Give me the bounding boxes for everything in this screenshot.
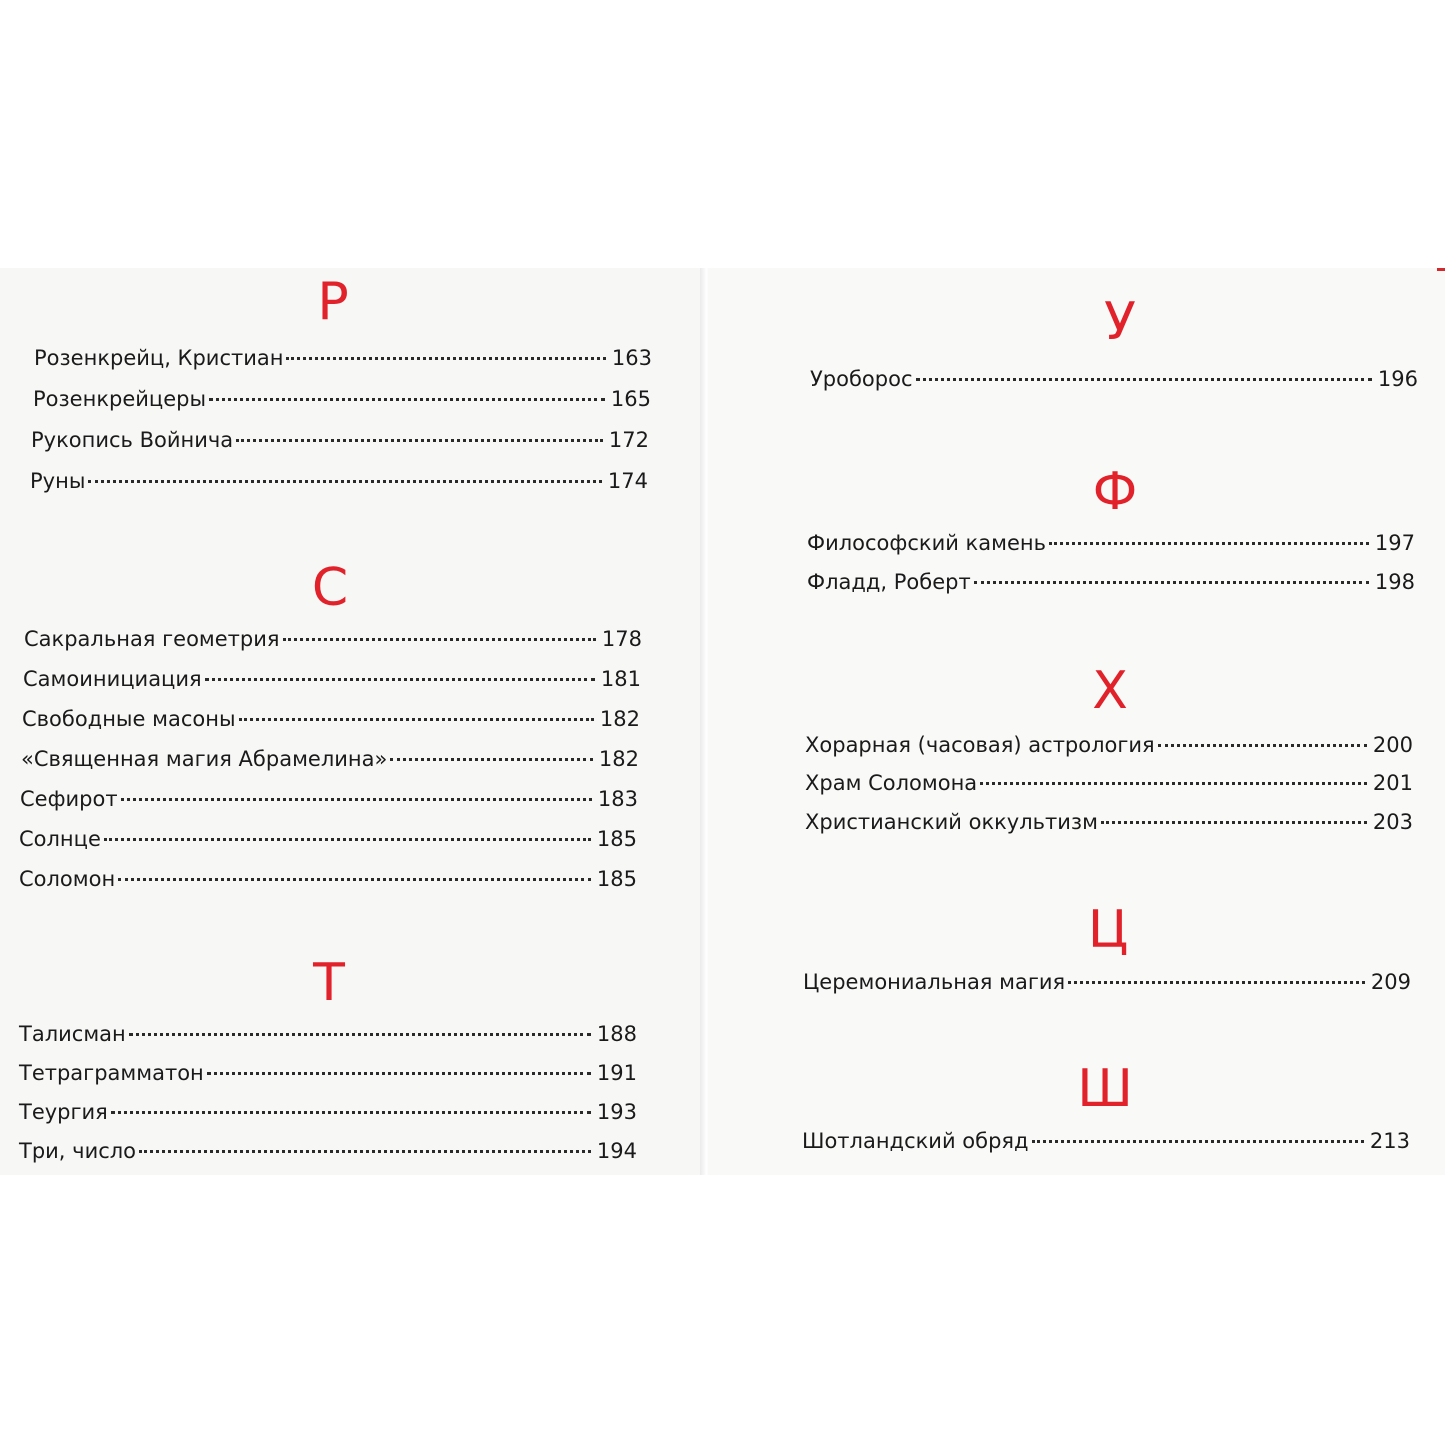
dot-leader	[104, 838, 591, 841]
index-entry	[30, 466, 648, 496]
index-entry	[31, 425, 649, 455]
entry-term: Розенкрейц, Кристиан	[34, 346, 284, 370]
index-entry	[807, 528, 1415, 558]
index-entry	[810, 364, 1418, 394]
index-entry	[19, 1097, 637, 1127]
dot-leader	[1032, 1140, 1364, 1143]
index-entry	[19, 1136, 637, 1166]
dot-leader	[390, 758, 593, 761]
entry-term: Розенкрейцеры	[33, 387, 207, 411]
section-letter-kh: Х	[1092, 661, 1128, 721]
dot-leader	[283, 638, 596, 641]
entry-term: «Священная магия Абрамелина»	[21, 747, 388, 771]
dot-leader	[1068, 981, 1365, 984]
entry-page-number: 182	[599, 707, 640, 731]
entry-term: Рукопись Войнича	[31, 428, 234, 452]
index-entry	[805, 768, 1413, 798]
entry-page-number: 181	[600, 667, 641, 691]
dot-leader	[121, 798, 592, 801]
page-edge-mark	[1437, 268, 1445, 271]
entry-page-number: 200	[1372, 733, 1413, 757]
entry-page-number: 213	[1369, 1129, 1410, 1153]
dot-leader	[236, 439, 603, 442]
entry-term: Сакральная геометрия	[24, 627, 280, 651]
index-entry	[34, 343, 652, 373]
entry-page-number: 185	[596, 867, 637, 891]
entry-term: Философский камень	[807, 531, 1046, 555]
dot-leader	[286, 357, 605, 360]
entry-term: Шотландский обряд	[802, 1129, 1029, 1153]
section-letter-f: Ф	[1092, 462, 1138, 522]
dot-leader	[111, 1111, 591, 1114]
entry-term: Храм Соломона	[805, 771, 978, 795]
dot-leader	[118, 878, 591, 881]
entry-term: Фладд, Роберт	[807, 570, 971, 594]
index-entry	[21, 744, 639, 774]
entry-page-number: 191	[596, 1061, 637, 1085]
entry-term: Руны	[30, 469, 86, 493]
entry-page-number: 201	[1372, 771, 1413, 795]
entry-page-number: 165	[610, 387, 651, 411]
section-letter-ts: Ц	[1087, 900, 1129, 960]
index-entry	[805, 807, 1413, 837]
entry-page-number: 163	[611, 346, 652, 370]
index-entry	[803, 967, 1411, 997]
dot-leader	[129, 1033, 591, 1036]
index-entry	[22, 704, 640, 734]
entry-term: Уроборос	[810, 367, 913, 391]
entry-term: Христианский оккультизм	[805, 810, 1098, 834]
index-entry	[23, 664, 641, 694]
section-letter-u: У	[1104, 292, 1136, 352]
section-letter-sh: Ш	[1077, 1059, 1133, 1119]
entry-page-number: 185	[596, 827, 637, 851]
index-entry	[19, 1058, 637, 1088]
entry-page-number: 178	[601, 627, 642, 651]
section-letter-r: Р	[317, 272, 349, 332]
entry-term: Церемониальная магия	[803, 970, 1066, 994]
entry-page-number: 203	[1372, 810, 1413, 834]
entry-term: Три, число	[19, 1139, 137, 1163]
entry-page-number: 182	[598, 747, 639, 771]
index-entry	[19, 864, 637, 894]
entry-page-number: 198	[1374, 570, 1415, 594]
entry-term: Солнце	[19, 827, 101, 851]
entry-page-number: 194	[596, 1139, 637, 1163]
dot-leader	[1101, 821, 1367, 824]
entry-page-number: 174	[607, 469, 648, 493]
index-entry	[20, 784, 638, 814]
dot-leader	[916, 378, 1372, 381]
dot-leader	[980, 782, 1367, 785]
entry-term: Свободные масоны	[22, 707, 236, 731]
left-page	[0, 268, 703, 1175]
dot-leader	[139, 1150, 591, 1153]
index-entry	[24, 624, 642, 654]
dot-leader	[1158, 744, 1367, 747]
dot-leader	[209, 398, 605, 401]
dot-leader	[974, 581, 1369, 584]
entry-term: Талисман	[19, 1022, 126, 1046]
index-entry	[33, 384, 651, 414]
entry-term: Соломон	[19, 867, 116, 891]
section-letter-t: Т	[313, 953, 345, 1013]
entry-page-number: 172	[608, 428, 649, 452]
right-page	[708, 268, 1445, 1175]
section-letter-s: С	[311, 558, 349, 618]
entry-page-number: 193	[596, 1100, 637, 1124]
entry-term: Тетраграмматон	[19, 1061, 204, 1085]
entry-page-number: 196	[1377, 367, 1418, 391]
entry-page-number: 209	[1370, 970, 1411, 994]
entry-page-number: 183	[597, 787, 638, 811]
dot-leader	[1049, 542, 1369, 545]
dot-leader	[239, 718, 594, 721]
entry-term: Самоинициация	[23, 667, 202, 691]
index-entry	[807, 567, 1415, 597]
index-entry	[19, 824, 637, 854]
entry-term: Теургия	[19, 1100, 108, 1124]
dot-leader	[207, 1072, 591, 1075]
entry-term: Хорарная (часовая) астрология	[805, 733, 1155, 757]
entry-term: Сефирот	[20, 787, 118, 811]
entry-page-number: 188	[596, 1022, 637, 1046]
index-entry	[19, 1019, 637, 1049]
index-entry	[805, 730, 1413, 760]
entry-page-number: 197	[1374, 531, 1415, 555]
dot-leader	[205, 678, 595, 681]
index-entry	[802, 1126, 1410, 1156]
dot-leader	[88, 480, 602, 483]
